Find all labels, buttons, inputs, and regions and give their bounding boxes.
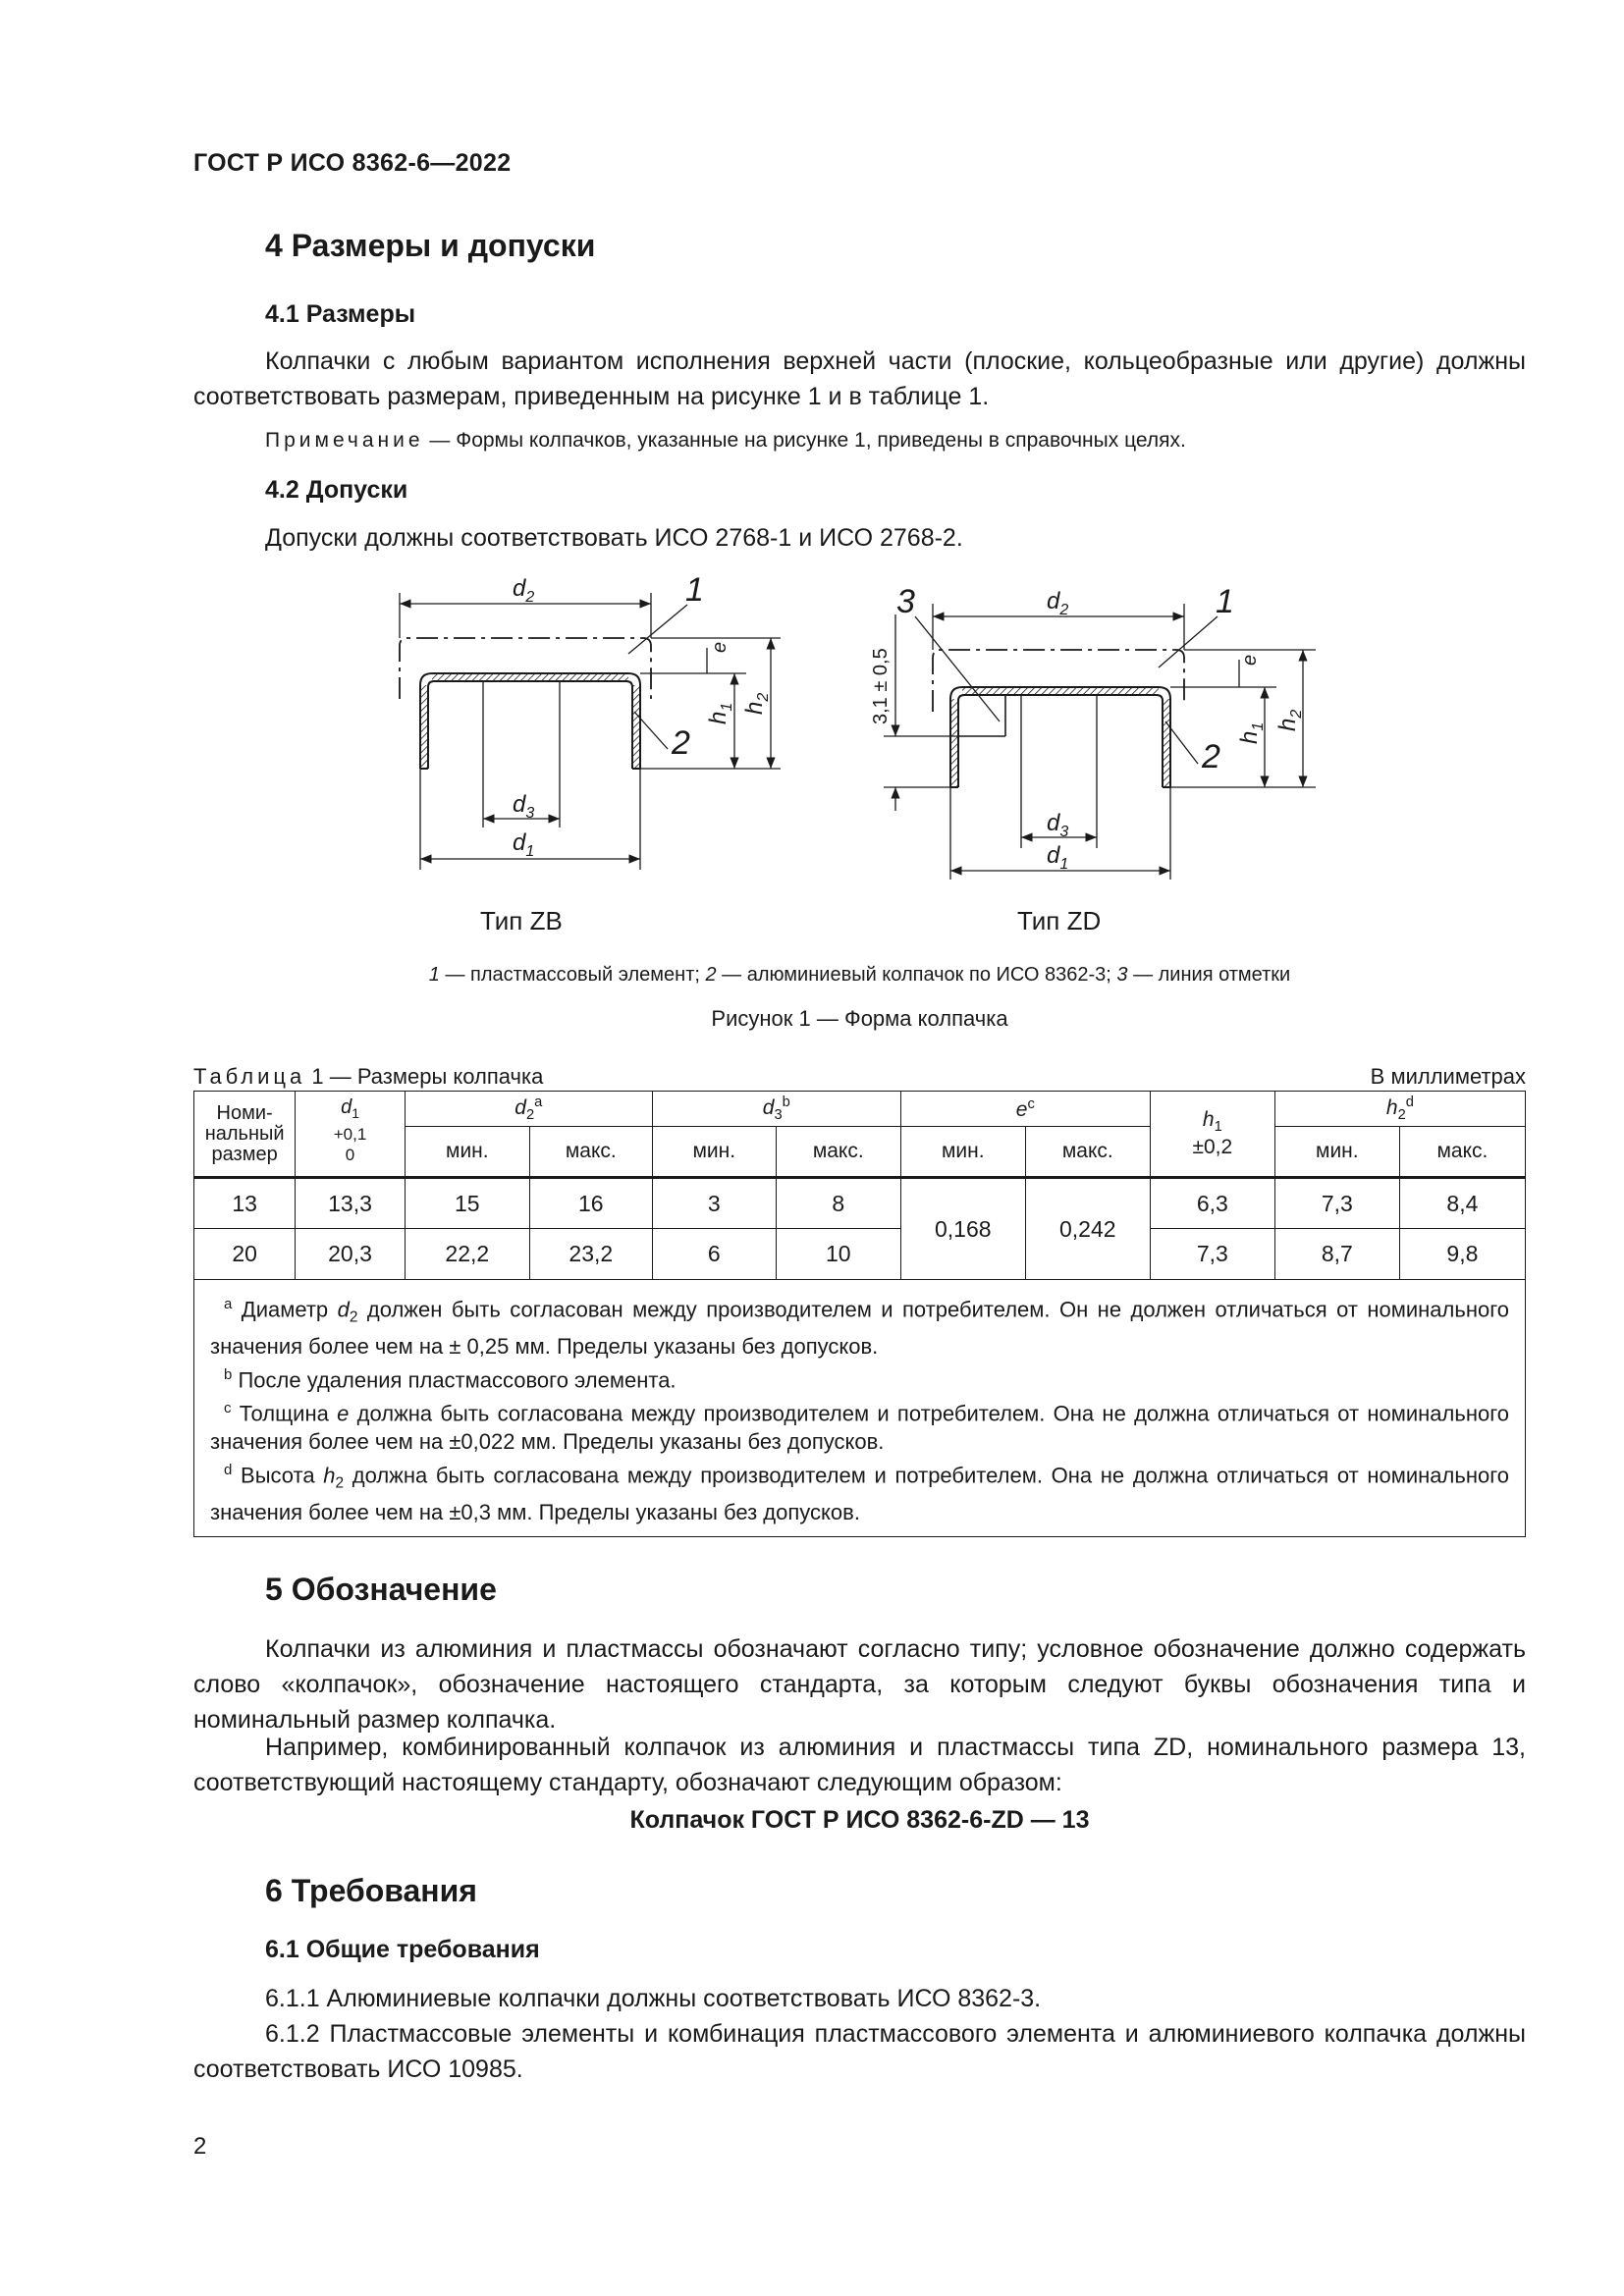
table-title [193,1064,543,1090]
footnote-a-mark: a [224,1296,233,1312]
section-4-2-text: Допуски должны соответствовать ИСО 2768-1 и ИСО 2768-2. [265,524,963,552]
header-d2-var: d [514,1095,526,1119]
page-number: 2 [193,2133,207,2160]
footnote-d [210,1456,1509,1526]
table-row [194,1229,1526,1280]
legend-1-text: — пластмассовый элемент; [439,964,706,986]
footnote-c-mark: c [224,1400,232,1417]
legend-3-num: 3 [1116,964,1128,986]
header-h1 [1150,1092,1274,1178]
zd-callout-2: 2 [1202,738,1220,775]
cell-d2-min: 22,2 [405,1229,529,1280]
cell-d2-max: 23,2 [529,1229,652,1280]
footnote-a-sub: 2 [349,1308,358,1326]
header-d3-min: мин. [652,1127,776,1178]
header-h2-sub: 2 [1397,1107,1406,1124]
footnote-d-text1: Высота [232,1463,324,1488]
header-h2-max: макс. [1399,1127,1525,1178]
zd-callout-3: 3 [896,583,915,620]
footnote-c [210,1394,1509,1456]
zd-callout-1: 1 [1216,583,1234,620]
section-4-2-title: 4.2 Допуски [265,476,408,504]
zd-d1-label: $d_1$ [1047,842,1069,873]
footnote-d-mark: d [224,1462,233,1479]
section-6-1-2: 6.1.2 Пластмассовые элементы и комбинация пластмассового элемента и алюминиевого колпачка должны соответствовать ИСО 10985. [193,2020,1526,2083]
header-d1-var: d [341,1096,352,1118]
table-title-label: Таблица [193,1064,306,1089]
section-6-title: 6 Требования [265,1873,477,1908]
cell-d1: 13,3 [296,1178,406,1229]
section-4-title: 4 Размеры и допуски [265,228,596,263]
cell-d3-min: 6 [652,1229,776,1280]
footnote-a [210,1290,1509,1361]
header-d2-sub: 2 [525,1107,535,1124]
zd-e-label: e [1239,654,1261,666]
header-d2-sup: a [534,1094,543,1110]
section-4-1-text: Колпачки с любым вариантом исполнения верхней части (плоские, кольцеобразные или другие) должны соответствовать размерам, приведенным на рисунке 1 и в таблице 1. [193,347,1526,410]
header-h1-sub: 1 [1214,1119,1222,1136]
footnote-a-text1: Диаметр [232,1297,338,1322]
header-d1-tol: +0,1 [333,1125,367,1144]
footnote-b-text: После удаления пластмассового элемента. [232,1367,677,1393]
cell-h2-max: 9,8 [1399,1229,1525,1280]
cell-d3-min: 3 [652,1178,776,1229]
type-zb-labels [513,571,772,860]
table-title-text: 1 — Размеры колпачка [305,1064,544,1089]
legend-1-num: 1 [428,964,440,986]
header-d1-tol2: 0 [345,1146,355,1164]
table-row [194,1178,1526,1229]
zd-d3-label: $d_3$ [1047,810,1069,840]
footnote-d-var: h [323,1463,336,1488]
cell-h2-min: 7,3 [1274,1178,1399,1229]
section-4-1-title: 4.1 Размеры [265,300,416,328]
footnote-c-text2: должна быть согласована между производителем и потребителем. Она не должна отличаться от номинального значения более чем на ±0,022 мм. Пределы указаны без допусков. [210,1401,1509,1455]
section-5-p2: Например, комбинированный колпачок из алюминия и пластмассы типа ZD, номинального размера 13, соответствующий настоящему стандарту, обозначают следующим образом: [193,1734,1526,1796]
type-zb-drawing [400,593,781,870]
section-5-title: 5 Обозначение [265,1572,497,1607]
header-e-sup: c [1027,1095,1035,1112]
header-h2-min: мин. [1274,1127,1399,1178]
header-h2-var: h [1385,1095,1398,1119]
footnote-a-text2: должен быть согласован между производителем и потребителем. Он не должен отличаться от номинального значения более чем на ± 0,25 мм. Пределы указаны без допусков. [210,1297,1509,1359]
cell-d3-max: 8 [776,1178,900,1229]
header-h2 [1274,1092,1525,1127]
header-d3-sup: b [782,1094,790,1110]
footnote-d-text2: должна быть согласована между производителем и потребителем. Она не должна отличаться от номинального значения более чем на ±0,3 мм. Пределы указаны без допусков. [210,1463,1509,1525]
header-h1-var: h [1202,1108,1215,1132]
note-text: — Формы колпачков, указанные на рисунке 1, приведены в справочных целях. [423,429,1186,452]
table-units: В миллиметрах [1370,1064,1526,1089]
zb-d3-label: $d_3$ [513,791,535,822]
header-nominal: Номи-нальный размер [194,1092,296,1178]
header-e-var: e [1015,1097,1028,1121]
cell-d2-max: 16 [529,1178,652,1229]
zb-e-label: e [709,641,731,653]
table-footnotes [194,1280,1526,1537]
zd-31-label: 3,1 ± 0,5 [870,648,892,724]
type-zd-labels [870,583,1305,873]
header-d3-sub: 3 [774,1107,783,1124]
header-e-max: макс. [1025,1127,1150,1178]
cell-h1: 7,3 [1150,1229,1274,1280]
cell-h2-max: 8,4 [1399,1178,1525,1229]
document-code: ГОСТ Р ИСО 8362-6—2022 [193,149,512,177]
note-label: Примечание [265,429,424,452]
cell-e-max: 0,242 [1025,1178,1150,1280]
legend-2-text: — алюминиевый колпачок по ИСО 8362-3; [716,964,1117,986]
footnote-b-mark: b [224,1365,233,1383]
footnote-a-var: d [337,1297,350,1322]
header-e [900,1092,1150,1127]
type-zd-label: Тип ZD [1017,906,1102,935]
zb-d1-label: $d_1$ [513,829,535,860]
cell-d3-max: 10 [776,1229,900,1280]
zb-h1-label: $h_1$ [705,702,735,724]
header-h2-sup: d [1405,1094,1414,1110]
legend-3-text: — линия отметки [1127,964,1291,986]
zb-d2-label: $d_2$ [513,575,535,606]
figure-legend [193,964,1526,987]
header-d1 [296,1092,406,1178]
section-6-1-title: 6.1 Общие требования [265,1936,540,1963]
cell-d2-min: 15 [405,1178,529,1229]
figure-caption: Рисунок 1 — Форма колпачка [711,1006,1008,1031]
zb-callout-2: 2 [672,724,690,762]
header-d3-var: d [762,1095,775,1119]
cell-nominal: 20 [194,1229,296,1280]
header-d1-sub: 1 [352,1105,359,1121]
figure-1-drawing [0,0,1624,982]
header-d3 [652,1092,900,1127]
section-6-1-1: 6.1.1 Алюминиевые колпачки должны соответствовать ИСО 8362-3. [265,1985,1042,2012]
header-h1-tol: ±0,2 [1192,1135,1233,1158]
zd-h2-label: $h_2$ [1274,709,1305,731]
cell-h2-min: 8,7 [1274,1229,1399,1280]
header-d2-min: мин. [405,1127,529,1178]
type-zb-label: Тип ZB [480,906,563,935]
zd-h1-label: $h_1$ [1236,721,1267,744]
header-d2-max: макс. [529,1127,652,1178]
zb-h2-label: $h_2$ [741,692,772,715]
zd-d2-label: $d_2$ [1047,588,1069,618]
cell-nominal: 13 [194,1178,296,1229]
footnote-c-text1: Толщина [231,1401,338,1426]
footnote-d-sub: 2 [335,1475,345,1493]
cell-d1: 20,3 [296,1229,406,1280]
section-5-p1: Колпачки из алюминия и пластмассы обозначают согласно типу; условное обозначение должно содержать слово «колпачок», обозначение настоящего стандарта, за которым следуют буквы обозначения типа и номинальный размер колпачка. [193,1635,1526,1734]
legend-2-num: 2 [705,964,717,986]
header-d3-max: макс. [776,1127,900,1178]
header-d2 [405,1092,652,1127]
dimensions-table [193,1091,1526,1537]
header-e-min: мин. [900,1127,1025,1178]
footnote-b [210,1361,1509,1394]
designation-example: Колпачок ГОСТ Р ИСО 8362-6-ZD — 13 [629,1806,1090,1834]
footnote-c-var: e [337,1401,350,1426]
cell-e-min: 0,168 [900,1178,1025,1280]
zb-callout-1: 1 [685,571,704,609]
cell-h1: 6,3 [1150,1178,1274,1229]
